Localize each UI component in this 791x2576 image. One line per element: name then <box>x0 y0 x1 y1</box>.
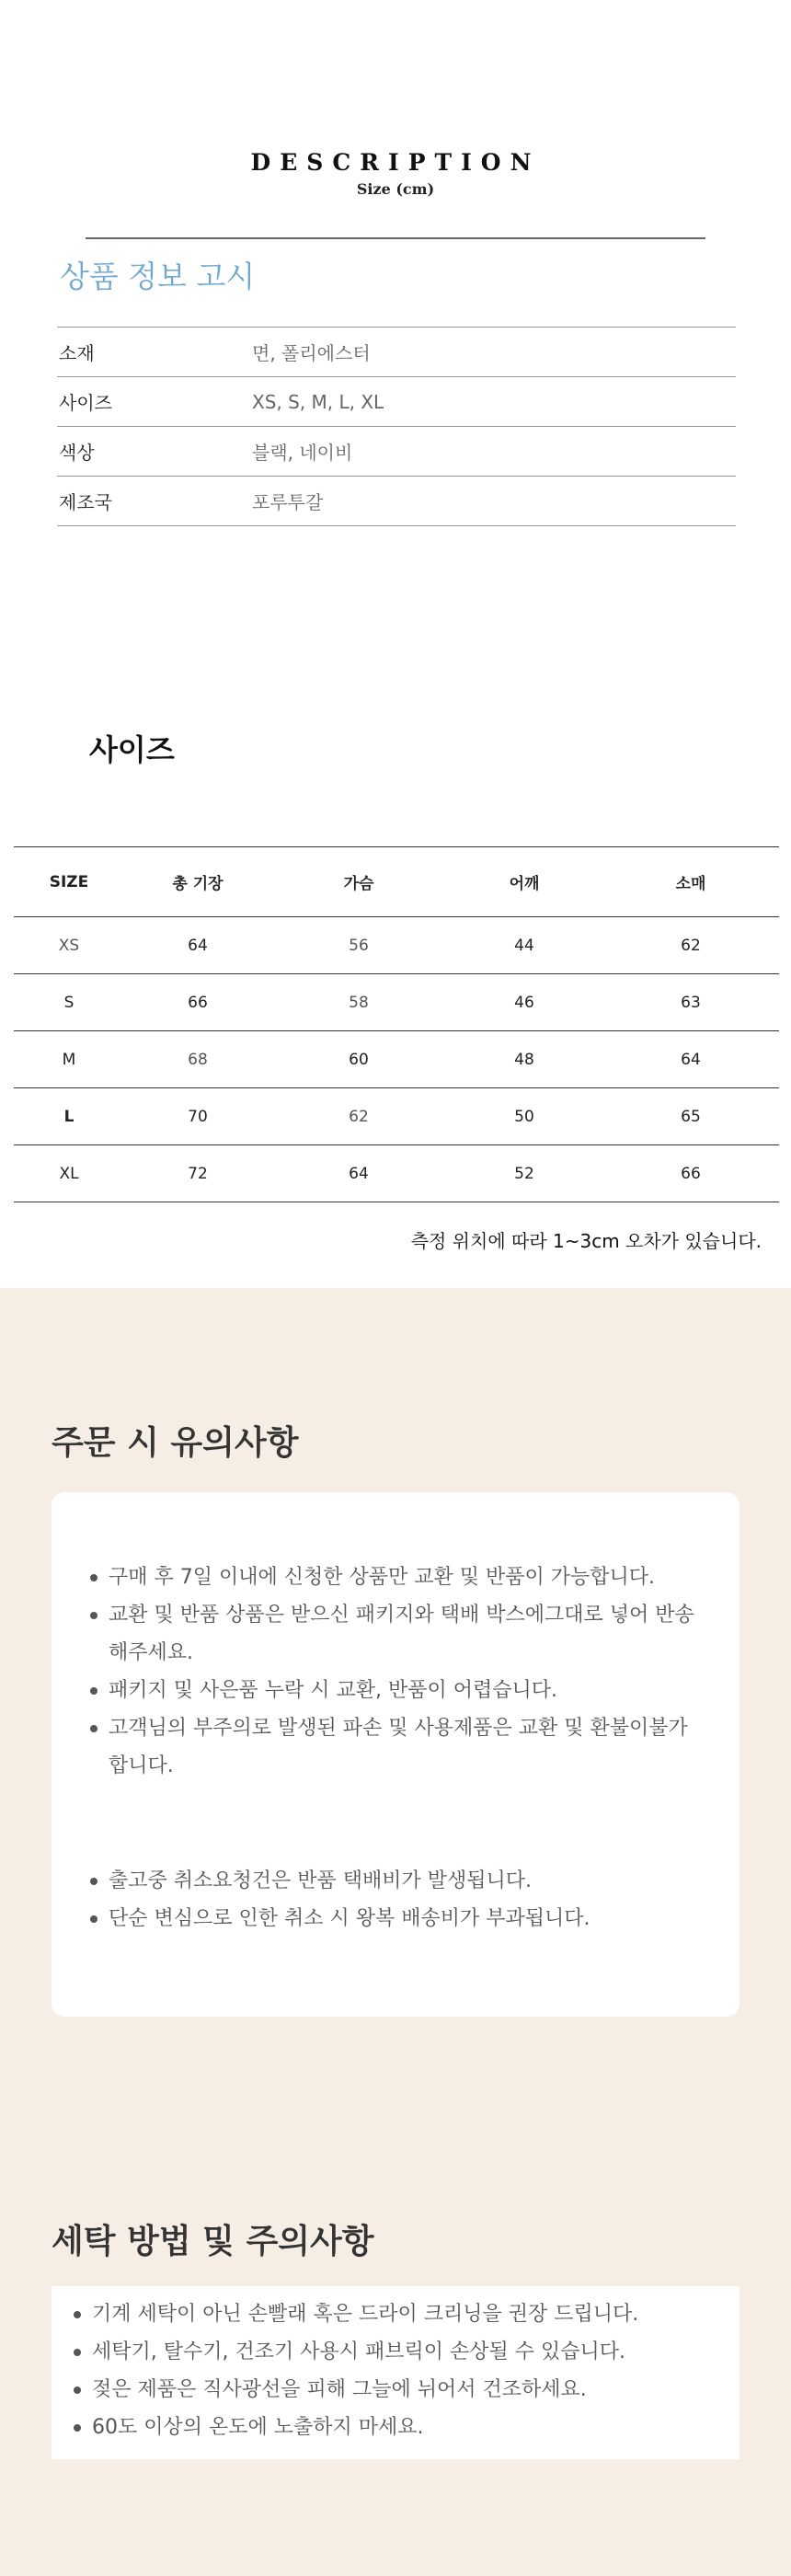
description-subtitle: Size (cm) <box>356 180 435 198</box>
size-cell: 70 <box>188 1107 208 1126</box>
size-cell: S <box>63 993 75 1012</box>
table-row <box>14 1031 779 1088</box>
size-cell: 62 <box>349 1107 369 1126</box>
table-row <box>14 917 779 974</box>
size-cell: 48 <box>514 1050 534 1069</box>
size-cell: XS <box>58 936 80 955</box>
size-cell: 68 <box>188 1050 208 1069</box>
washing-card <box>52 2286 739 2459</box>
description-divider <box>86 237 705 239</box>
list-item: 고객님의 부주의로 발생된 파손 및 사용제품은 교환 및 환불이불가합니다. <box>86 1709 703 1785</box>
size-cell: 56 <box>349 936 369 955</box>
info-value: 면, 폴리에스터 <box>252 342 371 364</box>
size-cell: M <box>62 1050 76 1069</box>
size-cell: 44 <box>514 936 534 955</box>
size-header-cell: 어깨 <box>509 875 540 893</box>
list-item: 60도 이상의 온도에 노출하지 마세요. <box>70 2409 723 2446</box>
size-cell: XL <box>59 1164 79 1183</box>
list-item: 단순 변심으로 인한 취소 시 왕복 배송비가 부과됩니다. <box>86 1900 703 1938</box>
order-notes-list <box>86 1558 703 1785</box>
list-item: 젖은 제품은 직사광선을 피해 그늘에 뉘어서 건조하세요. <box>70 2371 723 2409</box>
size-cell: 66 <box>681 1164 701 1183</box>
list-item: 구매 후 7일 이내에 신청한 상품만 교환 및 반품이 가능합니다. <box>86 1558 703 1596</box>
size-cell: 60 <box>349 1050 369 1069</box>
size-header-cell: 소매 <box>675 875 706 893</box>
info-value: 블랙, 네이비 <box>252 442 353 464</box>
list-item: 교환 및 반품 상품은 받으신 패키지와 택배 박스에그대로 넣어 반송해주세요. <box>86 1596 703 1672</box>
info-row-material <box>57 328 736 377</box>
size-cell: 58 <box>349 993 369 1012</box>
size-cell: 62 <box>681 936 701 955</box>
info-key: 제조국 <box>59 491 112 513</box>
size-cell: 63 <box>681 993 701 1012</box>
order-notes-heading: 주문 시 유의사항 <box>52 1424 299 1462</box>
info-key: 소재 <box>59 342 95 364</box>
size-cell: L <box>63 1107 75 1126</box>
list-item: 세탁기, 탈수기, 건조기 사용시 패브릭이 손상될 수 있습니다. <box>70 2333 723 2371</box>
size-heading: 사이즈 <box>89 732 175 767</box>
size-header-cell: 가슴 <box>343 875 374 893</box>
info-row-origin <box>57 477 736 526</box>
info-key: 사이즈 <box>59 392 112 414</box>
size-cell: 72 <box>188 1164 208 1183</box>
size-cell: 64 <box>188 936 208 955</box>
size-header-cell: SIZE <box>49 872 89 891</box>
order-cancel-list <box>86 1862 703 1938</box>
table-row <box>14 1088 779 1145</box>
size-header-cell: 총 기장 <box>172 875 224 893</box>
order-notes-card <box>52 1492 739 2017</box>
info-key: 색상 <box>59 442 95 464</box>
list-item: 기계 세탁이 아닌 손빨래 혹은 드라이 크리닝을 권장 드립니다. <box>70 2295 723 2333</box>
list-item: 출고중 취소요청건은 반품 택배비가 발생됩니다. <box>86 1862 703 1900</box>
info-value: 포루투갈 <box>252 491 324 513</box>
size-cell: 65 <box>681 1107 701 1126</box>
size-table <box>14 846 779 1202</box>
table-row <box>14 974 779 1031</box>
size-cell: 46 <box>514 993 534 1012</box>
size-note: 측정 위치에 따라 1~3cm 오차가 있습니다. <box>410 1230 762 1252</box>
info-value: XS, S, M, L, XL <box>252 390 384 413</box>
size-cell: 64 <box>349 1164 369 1183</box>
list-item: 패키지 및 사은품 누락 시 교환, 반품이 어렵습니다. <box>86 1672 703 1709</box>
size-cell: 66 <box>188 993 208 1012</box>
info-row-size <box>57 377 736 427</box>
washing-heading: 세탁 방법 및 주의사항 <box>52 2223 374 2260</box>
table-row <box>14 1145 779 1202</box>
washing-list <box>70 2295 723 2446</box>
size-table-header <box>14 847 779 917</box>
description-title: DESCRIPTION <box>250 149 541 176</box>
product-info-table <box>57 327 736 526</box>
info-row-color <box>57 427 736 477</box>
size-cell: 64 <box>681 1050 701 1069</box>
size-cell: 52 <box>514 1164 534 1183</box>
product-info-heading: 상품 정보 고시 <box>60 259 256 294</box>
size-cell: 50 <box>514 1107 534 1126</box>
